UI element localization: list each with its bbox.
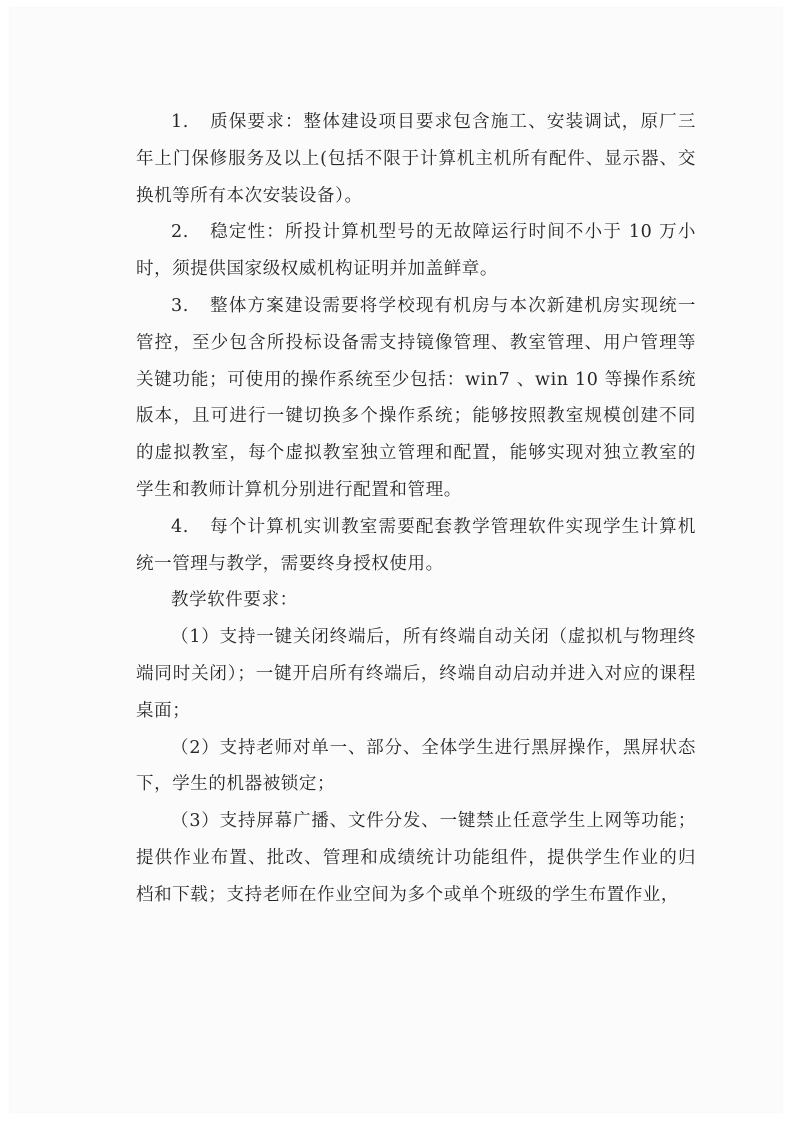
scanned-page — [10, 8, 782, 1112]
paragraph-text: 每个计算机实训教室需要配套教学管理软件实现学生计算机统一管理与教学，需要终身授权使用。 — [136, 516, 696, 574]
paragraph-number: 3. — [171, 295, 189, 316]
document-body — [136, 104, 696, 914]
section-heading: 教学软件要求： — [171, 590, 298, 611]
paragraph-text: 稳定性：所投计算机型号的无故障运行时间不小于 10 万小时，须提供国家级权威机构证明并加盖鲜章。 — [136, 222, 696, 280]
paragraph-text: 质保要求：整体建设项目要求包含施工、安装调试，原厂三年上门保修服务及以上(包括不限于计算机主机所有配件、显示器、交换机等所有本次安装设备）。 — [136, 112, 696, 206]
paragraph-text: 整体方案建设需要将学校现有机房与本次新建机房实现统一管控，至少包含所投标设备需支持镜像管理、教室管理、用户管理等关键功能；可使用的操作系统至少包括：win7 、win 10 等操作系统版本，且可进行一键切换多个操作系统；能够按照教室规模创建不同的虚拟教室，每个虚拟教室独立管理和配置，能够实现对独立教室的学生和教师计算机分别进行配置和管理。 — [136, 295, 696, 500]
paragraph-2 — [136, 214, 696, 288]
paragraph-number: 1. — [171, 112, 189, 132]
paragraph-4 — [136, 509, 696, 583]
paragraph-3 — [136, 288, 696, 509]
list-item-3: （3）支持屏幕广播、文件分发、一键禁止任意学生上网等功能；提供作业布置、批改、管理和成绩统计功能组件，提供学生作业的归档和下载；支持老师在作业空间为多个或单个班级的学生布置作业， — [136, 811, 696, 905]
list-item-2: （2）支持老师对单一、部分、全体学生进行黑屏操作，黑屏状态下，学生的机器被锁定； — [136, 737, 696, 795]
list-item-1: （1）支持一键关闭终端后，所有终端自动关闭（虚拟机与物理终端同时关闭）；一键开启所有终端后，终端自动启动并进入对应的课程桌面； — [136, 627, 696, 721]
paragraph-number: 4. — [171, 516, 189, 537]
paragraph-number: 2. — [171, 222, 189, 243]
paragraph-1 — [136, 104, 696, 214]
